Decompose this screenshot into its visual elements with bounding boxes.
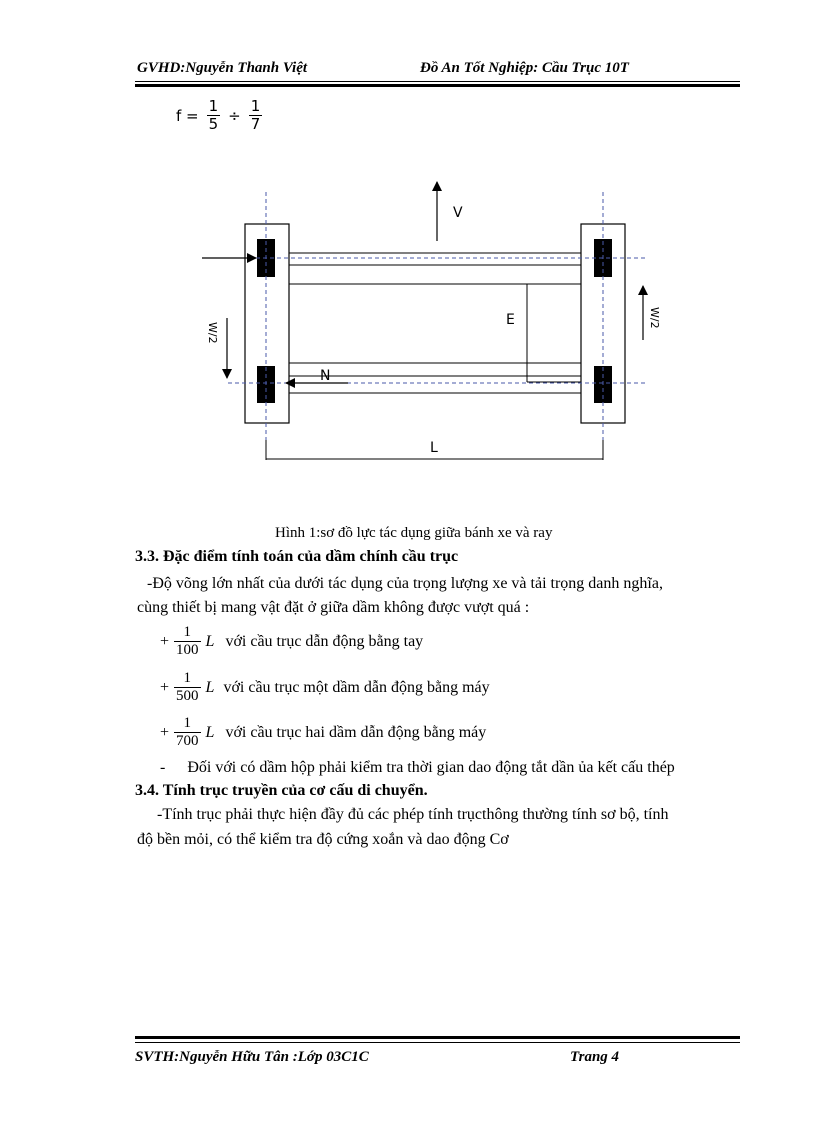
footer-left: SVTH:Nguyễn Hữu Tân :Lớp 03C1C (135, 1049, 369, 1065)
footer-rule-thick (135, 1036, 740, 1039)
deflection-item-3 (160, 715, 486, 750)
section-3-4-para-line2: độ bền mỏi, có thể kiểm tra độ cứng xoắn và dao động Cơ (137, 831, 509, 848)
section-3-3-para-line1: -Độ võng lớn nhất của dưới tác dụng của trọng lượng xe và tải trọng danh nghĩa, (147, 575, 663, 592)
item-fraction (174, 624, 201, 659)
section-3-4-para-line1: -Tính trục phải thực hiện đầy đủ các phép tính trụcthông thường tính sơ bộ, tính (157, 806, 669, 823)
label-L: L (430, 440, 438, 456)
dash-item-text: Đối với có dầm hộp phải kiểm tra thời gian dao động tắt dần ủa kết cấu thép (187, 759, 675, 776)
dimension-E (527, 284, 581, 382)
dash-marker: - (160, 759, 166, 776)
plus-sign: + (160, 632, 170, 650)
section-3-3-title: 3.3. Đặc điểm tính toán của dầm chính cầu trục (135, 548, 459, 565)
frac-denominator: 500 (176, 688, 199, 704)
item-text: với cầu trục một dầm dẫn động bằng máy (223, 678, 490, 696)
dash-item (160, 759, 675, 777)
deflection-item-2 (160, 670, 490, 705)
variable-L: L (205, 678, 215, 696)
frac-numerator: 1 (174, 715, 201, 733)
deflection-item-1 (160, 624, 423, 659)
formula-lhs: f = (176, 106, 199, 125)
plus-sign: + (160, 723, 170, 741)
frac-numerator: 1 (208, 97, 219, 115)
section-3-3-para-line2: cùng thiết bị mang vật đặt ở giữa dầm không được vượt quá : (137, 599, 530, 616)
section-3-4-title: 3.4. Tính trục truyền của cơ cấu di chuyển. (135, 782, 428, 799)
footer-rule-thin (135, 1042, 740, 1043)
frac-denominator: 100 (176, 642, 199, 658)
figure-caption: Hình 1:sơ đồ lực tác dụng giữa bánh xe và ray (275, 525, 553, 541)
plus-sign: + (160, 678, 170, 696)
frac-numerator: 1 (250, 97, 261, 115)
frac-numerator: 1 (174, 670, 201, 688)
variable-L: L (205, 723, 215, 741)
label-N: N (320, 368, 331, 384)
frac-numerator: 1 (174, 624, 201, 642)
frac-denominator: 5 (208, 115, 219, 133)
label-V: V (453, 205, 463, 221)
item-text: với cầu trục dẫn động bằng tay (225, 632, 424, 650)
footer-right: Trang 4 (570, 1049, 620, 1065)
label-E: E (506, 312, 515, 328)
formula-op: ÷ (228, 106, 241, 125)
item-fraction (174, 715, 201, 750)
item-fraction (174, 670, 201, 705)
item-text: với cầu trục hai dầm dẫn động bằng máy (225, 723, 487, 741)
label-W2-right: W/2 (648, 307, 661, 329)
label-W2-left: W/2 (206, 322, 219, 344)
frac-denominator: 7 (250, 115, 261, 133)
header-left: GVHD:Nguyễn Thanh Việt (137, 60, 308, 76)
header-right: Đồ An Tốt Nghiệp: Cầu Trục 10T (420, 60, 629, 76)
girders (289, 253, 581, 393)
frac-denominator: 700 (176, 733, 199, 749)
variable-L: L (205, 632, 215, 650)
